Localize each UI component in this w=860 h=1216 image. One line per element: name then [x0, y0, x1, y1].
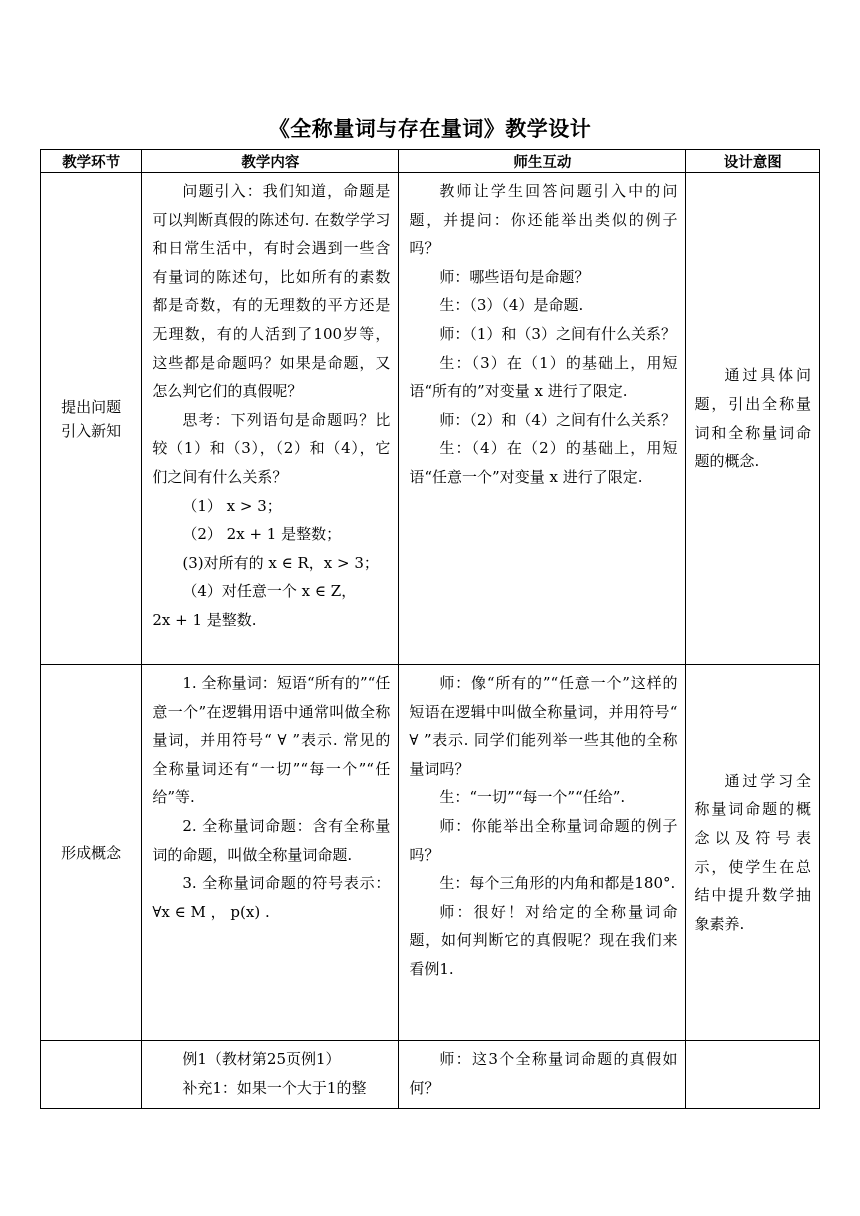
content-cell [142, 665, 399, 1041]
interaction-paragraph: 师：你能举出全称量词命题的例子吗？ [409, 816, 678, 864]
stage-label: 引入新知 [61, 421, 122, 440]
content-paragraph: 例1（教材第25页例1） [182, 1050, 341, 1068]
header-intent: 设计意图 [686, 150, 820, 173]
intent-cell [686, 665, 820, 1041]
interaction-cell [399, 173, 686, 665]
header-interaction: 师生互动 [399, 150, 686, 173]
content-paragraph: （2） 2x + 1 是整数； [182, 525, 342, 544]
content-cell [142, 1041, 399, 1109]
interaction-paragraph: 生：（4）在（2）的基础上，用短语“任意一个”对变量 x 进行了限定. [409, 439, 678, 486]
interaction-cell [399, 1041, 686, 1109]
interaction-paragraph: 师：这3个全称量词命题的真假如何？ [409, 1050, 678, 1097]
table-row [41, 173, 820, 665]
header-stage: 教学环节 [41, 150, 142, 173]
content-cell [142, 173, 399, 665]
intent-text: 通过具体问题，引出全称量词和全称量词命题的概念. [694, 366, 811, 471]
interaction-paragraph: 师：（2）和（4）之间有什么关系？ [439, 410, 676, 429]
content-paragraph: （1） x > 3； [182, 496, 282, 515]
content-paragraph: (3)对所有的 x ∈ R，x > 3； [182, 553, 379, 572]
interaction-paragraph: 师：哪些语句是命题？ [439, 267, 590, 286]
content-paragraph: 思考：下列语句是命题吗？比较（1）和（3），（2）和（4），它们之间有什么关系？ [152, 410, 391, 486]
content-paragraph: 1. 全称量词：短语“所有的”“任意一个”在逻辑用语中通常叫做全称量词，并用符号“ ∀ ”表示. 常见的全称量词还有“一切”“每一个”“任给”等. [152, 674, 391, 807]
intent-cell [686, 173, 820, 665]
interaction-paragraph: 生：（3）（4）是命题. [439, 296, 584, 315]
content-paragraph: 问题引入：我们知道，命题是可以判断真假的陈述句. 在数学学习和日常生活中，有时会遇到一些含有量词的陈述句，比如所有的素数都是奇数，有的无理数的平方还是无理数，有的人活到了100岁等，这些都是命题吗？如果是命题，又怎么判它们的真假呢？ [152, 182, 391, 401]
interaction-paragraph: 生：“一切”“每一个”“任给”. [439, 788, 626, 807]
interaction-paragraph: 师：（1）和（3）之间有什么关系？ [439, 324, 676, 343]
interaction-cell [399, 665, 686, 1041]
interaction-paragraph: 生：（3）在（1）的基础上，用短语“所有的”对变量 x 进行了限定. [409, 353, 678, 401]
content-paragraph: （4）对任意一个 x ∈ Z， [182, 582, 357, 601]
content-paragraph: 3. 全称量词命题的符号表示： ∀x ∈ M ， p(x) . [152, 874, 391, 921]
stage-cell [41, 1041, 142, 1109]
intent-text: 通过学习全称量词命题的概念以及符号表示，使学生在总结中提升数学抽象素养. [694, 771, 811, 933]
interaction-paragraph: 师：像“所有的”“任意一个”这样的短语在逻辑中叫做全称量词，并用符号“ ∀ ”表示. 同学们能列举一些其他的全称量词吗？ [409, 674, 678, 778]
table-row [41, 1041, 820, 1109]
content-paragraph: 补充1：如果一个大于1的整 [182, 1078, 367, 1097]
table-header-row [41, 150, 820, 173]
stage-label: 形成概念 [61, 843, 122, 862]
intent-cell [686, 1041, 820, 1109]
lesson-plan-table [40, 149, 820, 1109]
table-row [41, 665, 820, 1041]
stage-label: 提出问题 [61, 397, 122, 416]
header-content: 教学内容 [142, 150, 399, 173]
stage-cell [41, 665, 142, 1041]
document-title: 《全称量词与存在量词》教学设计 [268, 117, 592, 141]
content-paragraph: 2x + 1 是整数. [152, 610, 257, 629]
interaction-paragraph: 教师让学生回答问题引入中的问题，并提问：你还能举出类似的例子吗？ [409, 182, 678, 258]
content-paragraph: 2. 全称量词命题：含有全称量词的命题，叫做全称量词命题. [152, 816, 391, 864]
interaction-paragraph: 生：每个三角形的内角和都是180°. [439, 874, 676, 893]
stage-cell [41, 173, 142, 665]
interaction-paragraph: 师：很好！对给定的全称量词命题，如何判断它的真假呢？现在我们来看例1. [409, 902, 678, 978]
